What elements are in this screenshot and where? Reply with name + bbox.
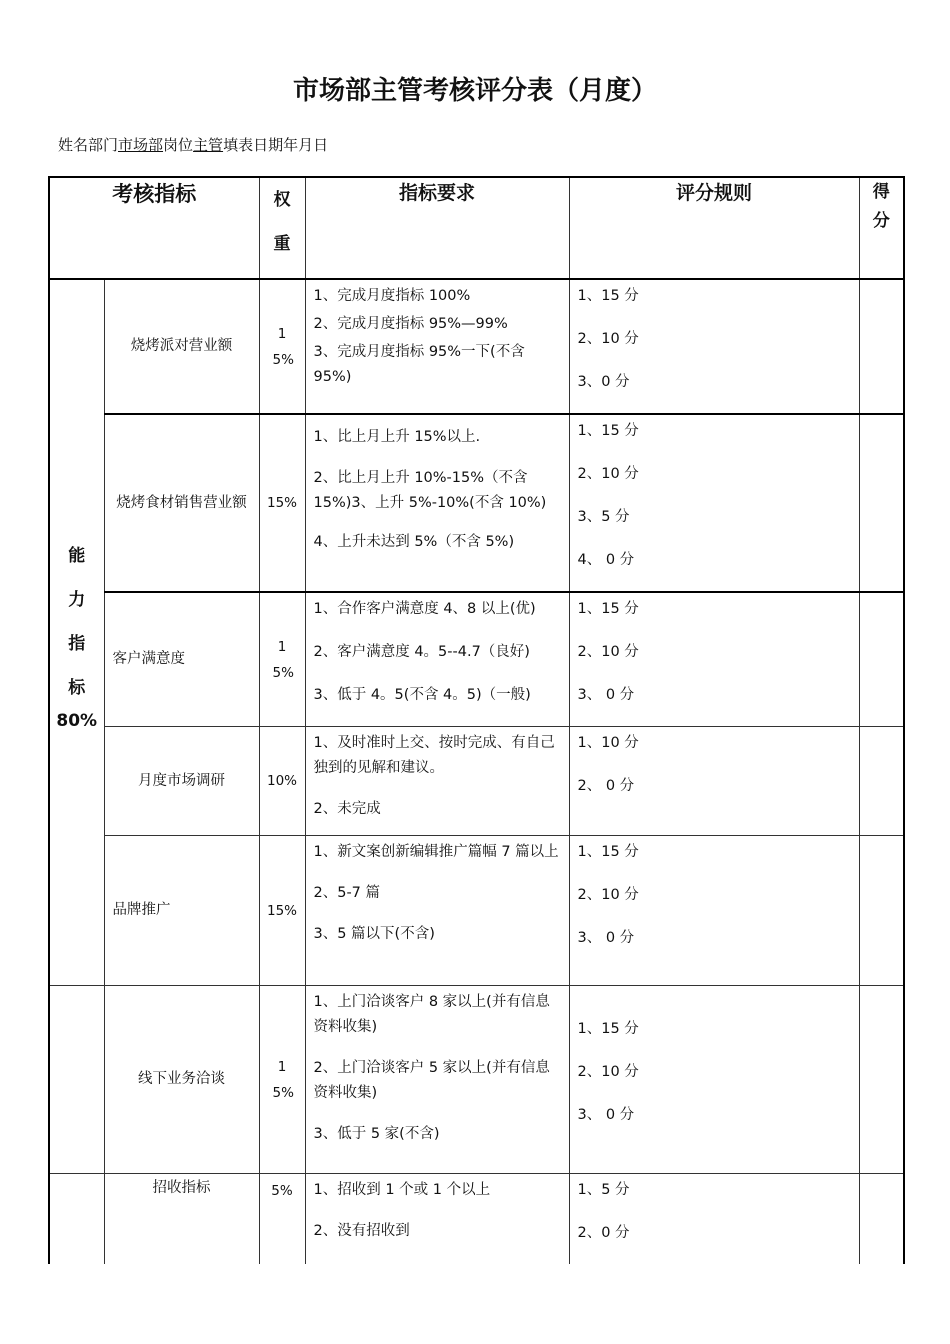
requirement-item: 2、比上月上升 10%-15%（不含 15%)3、上升 5%-10%(不含 10%) <box>313 470 547 511</box>
rule-item: 1、15 分 <box>577 288 639 304</box>
header-weight <box>259 177 305 279</box>
score-cell <box>859 1174 904 1265</box>
requirement-item: 1、上门洽谈客户 8 家以上(并有信息资料收集) <box>313 994 550 1035</box>
rule-item: 3、 0 分 <box>577 1107 635 1123</box>
indicator-weight: 15% <box>259 414 305 592</box>
table-row <box>49 279 904 414</box>
requirement-item: 4、上升未达到 5%（不含 5%) <box>313 534 515 550</box>
header-score <box>859 177 904 279</box>
info-label-date: 填表日期年月日 <box>223 136 329 154</box>
header-rule: 评分规则 <box>569 177 859 279</box>
table-row <box>49 727 904 836</box>
score-table <box>48 176 905 1264</box>
score-cell <box>859 986 904 1174</box>
indicator-name: 招收指标 <box>104 1174 259 1265</box>
table-header-row <box>49 177 904 279</box>
indicator-weight <box>259 592 305 727</box>
requirement-item: 1、合作客户满意度 4、8 以上(优) <box>313 601 536 617</box>
requirement-item: 1、比上月上升 15%以上. <box>313 429 481 445</box>
indicator-weight: 5% <box>259 1174 305 1265</box>
rule-item: 2、10 分 <box>577 644 639 660</box>
info-line <box>58 134 328 155</box>
score-cell <box>859 836 904 986</box>
category-cell <box>49 279 104 986</box>
score-cell <box>859 414 904 592</box>
requirement-item: 1、及时准时上交、按时完成、有自己独到的见解和建议。 <box>313 735 555 776</box>
requirement-item: 3、低于 5 家(不含) <box>313 1126 440 1142</box>
rule-cell <box>569 727 859 836</box>
rule-item: 1、15 分 <box>577 844 639 860</box>
indicator-name: 烧烤食材销售营业额 <box>104 414 259 592</box>
requirement-cell <box>305 836 569 986</box>
info-label-position: 岗位 <box>163 136 194 154</box>
indicator-name: 烧烤派对营业额 <box>104 279 259 414</box>
rule-cell <box>569 414 859 592</box>
requirement-item: 1、新文案创新编辑推广篇幅 7 篇以上 <box>313 844 559 860</box>
rule-cell <box>569 279 859 414</box>
rule-item: 3、 0 分 <box>577 687 635 703</box>
category-cell-empty <box>49 986 104 1174</box>
indicator-weight: 10% <box>259 727 305 836</box>
indicator-weight <box>259 279 305 414</box>
rule-item: 2、10 分 <box>577 1064 639 1080</box>
rule-item: 4、 0 分 <box>577 552 635 568</box>
rule-item: 2、10 分 <box>577 466 639 482</box>
requirement-item: 3、完成月度指标 95%一下(不含95%) <box>313 344 525 385</box>
info-value-dept: 市场部 <box>118 136 164 154</box>
requirement-item: 2、上门洽谈客户 5 家以上(并有信息资料收集) <box>313 1060 550 1101</box>
indicator-weight <box>259 986 305 1174</box>
header-score-text: 得分 <box>872 182 890 231</box>
indicator-weight-text: 15% <box>272 325 294 368</box>
rule-item: 2、 0 分 <box>577 778 635 794</box>
rule-item: 1、15 分 <box>577 423 639 439</box>
requirement-item: 3、5 篇以下(不含) <box>313 926 435 942</box>
requirement-item: 2、完成月度指标 95%—99% <box>313 316 508 332</box>
rule-item: 3、0 分 <box>577 374 630 390</box>
rule-item: 2、0 分 <box>577 1225 630 1241</box>
info-value-position: 主管 <box>193 136 224 154</box>
rule-cell <box>569 836 859 986</box>
page-title: 市场部主管考核评分表（月度） <box>292 76 657 106</box>
rule-cell <box>569 592 859 727</box>
rule-item: 1、5 分 <box>577 1182 630 1198</box>
requirement-item: 2、客户满意度 4。5--4.7（良好) <box>313 644 530 660</box>
table-row <box>49 836 904 986</box>
requirement-item: 1、招收到 1 个或 1 个以上 <box>313 1182 491 1198</box>
score-cell <box>859 592 904 727</box>
indicator-name: 月度市场调研 <box>104 727 259 836</box>
indicator-weight-text: 15% <box>272 638 294 681</box>
rule-cell <box>569 986 859 1174</box>
requirement-cell <box>305 592 569 727</box>
category-name: 能力指标 <box>68 545 86 698</box>
indicator-weight-text: 15% <box>272 1058 294 1101</box>
requirement-item: 2、没有招收到 <box>313 1223 410 1239</box>
indicator-name: 线下业务洽谈 <box>104 986 259 1174</box>
requirement-item: 2、未完成 <box>313 801 381 817</box>
score-cell <box>859 727 904 836</box>
requirement-cell <box>305 986 569 1174</box>
requirement-cell <box>305 279 569 414</box>
requirement-cell <box>305 1174 569 1265</box>
requirement-cell <box>305 727 569 836</box>
requirement-cell <box>305 414 569 592</box>
rule-item: 1、15 分 <box>577 601 639 617</box>
indicator-weight: 15% <box>259 836 305 986</box>
table-row <box>49 414 904 592</box>
table-row <box>49 1174 904 1265</box>
header-weight-text: 权重 <box>273 190 291 254</box>
rule-item: 2、10 分 <box>577 331 639 347</box>
table-row <box>49 986 904 1174</box>
table-row <box>49 592 904 727</box>
requirement-item: 2、5-7 篇 <box>313 885 381 901</box>
indicator-name: 客户满意度 <box>104 592 259 727</box>
rule-item: 1、10 分 <box>577 735 639 751</box>
rule-item: 2、10 分 <box>577 887 639 903</box>
rule-item: 3、5 分 <box>577 509 630 525</box>
rule-item: 1、15 分 <box>577 1021 639 1037</box>
info-label-name-dept: 姓名部门 <box>58 136 119 154</box>
requirement-item: 1、完成月度指标 100% <box>313 288 471 304</box>
requirement-item: 3、低于 4。5(不含 4。5)（一般) <box>313 687 531 703</box>
header-requirement: 指标要求 <box>305 177 569 279</box>
rule-item: 3、 0 分 <box>577 930 635 946</box>
score-cell <box>859 279 904 414</box>
category-percent: 80% <box>56 710 98 731</box>
indicator-name: 品牌推广 <box>104 836 259 986</box>
header-indicator: 考核指标 <box>49 177 259 279</box>
rule-cell <box>569 1174 859 1265</box>
category-cell-empty <box>49 1174 104 1265</box>
